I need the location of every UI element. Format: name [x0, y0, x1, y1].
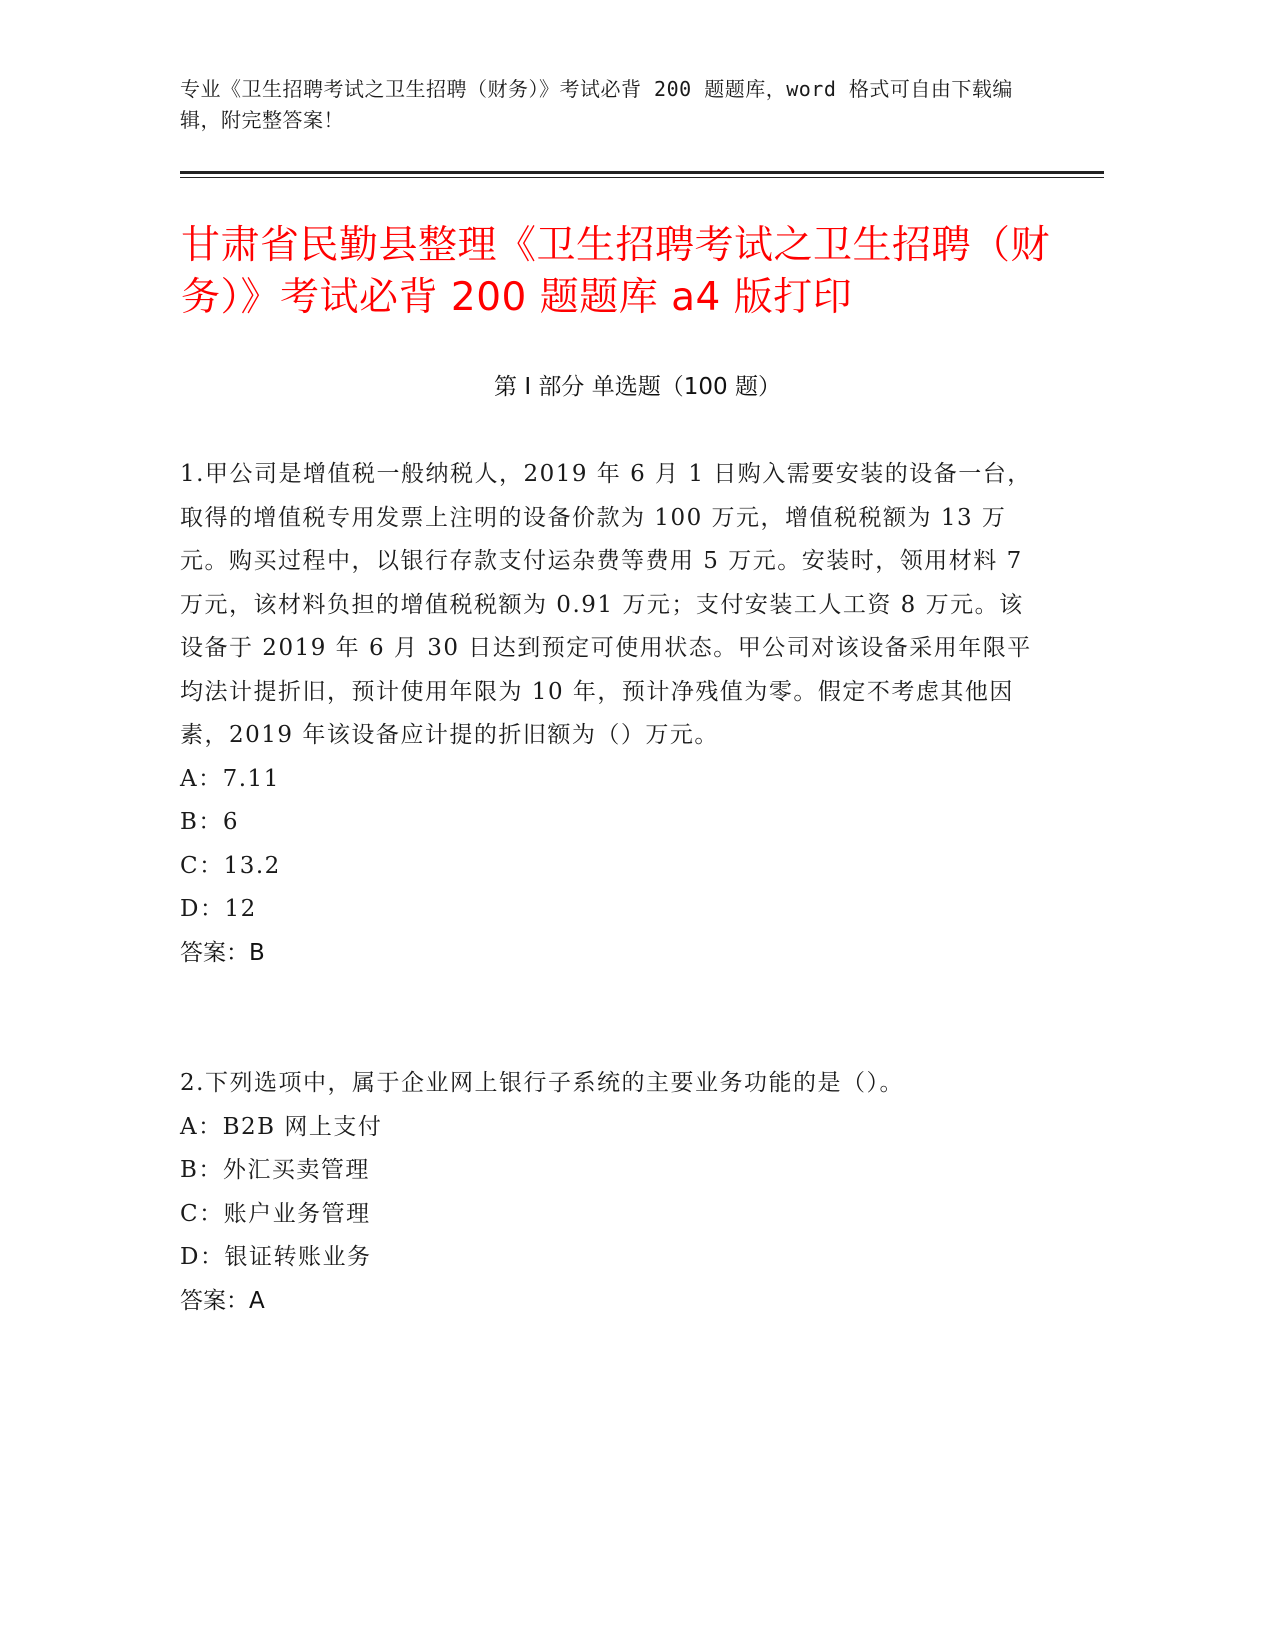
section-heading: 第 I 部分 单选题（100 题） [494, 374, 781, 400]
question-stem: 2.下列选项中，属于企业网上银行子系统的主要业务功能的是（）。 [180, 1070, 904, 1096]
answer-line: 答案：A [180, 1287, 265, 1314]
header-rule-thick [180, 171, 1104, 174]
question-1 [180, 453, 1040, 975]
option-a: A：7.11 [180, 765, 280, 792]
option-a: A：B2B 网上支付 [180, 1113, 383, 1140]
question-2 [180, 1062, 1040, 1323]
answer-line: 答案：B [180, 939, 265, 966]
option-c: C：账户业务管理 [180, 1200, 371, 1227]
header-rule-thin [180, 177, 1104, 178]
option-b: B：外汇买卖管理 [180, 1157, 370, 1183]
option-b: B：6 [180, 809, 240, 835]
option-d: D：银证转账业务 [180, 1244, 372, 1270]
option-d: D：12 [180, 896, 257, 922]
header-note: 专业《卫生招聘考试之卫生招聘（财务）》考试必背 200 题题库，word 格式可自由下载编辑，附完整答案！ [180, 77, 1013, 132]
question-stem: 1.甲公司是增值税一般纳税人，2019 年 6 月 1 日购入需要安装的设备一台，取得的增值税专用发票上注明的设备价款为 100 万元，增值税税额为 13 万元。购买过程中，以银行存款支付运杂费等费用 5 万元。安装时，领用材料 7 万元，该材料负担的增值税税额为 0.91 万元；支付安装工人工资 8 万元。该设备于 2019 年 6 月 30 日达到预定可使用状态。甲公司对该设备采用年限平均法计提折旧，预计使用年限为 10 年，预计净残值为零。假定不考虑其他因素，2019 年该设备应计提的折旧额为（）万元。 [180, 461, 1032, 748]
document-title: 甘肃省民勤县整理《卫生招聘考试之卫生招聘（财务）》考试必背 200 题题库 a4 版打印 [181, 223, 1051, 320]
option-c: C：13.2 [180, 852, 281, 879]
